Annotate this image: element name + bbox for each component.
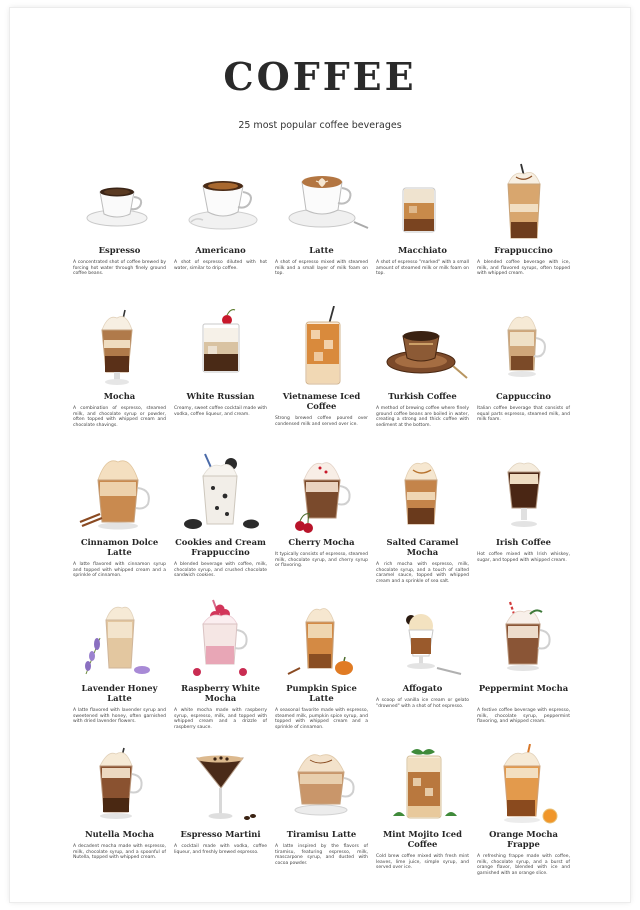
drink-card-mint-mojito-iced-coffee: [373, 744, 474, 890]
mocha-glass-icon: [70, 306, 171, 390]
vietnamese-iced-coffee-icon: [272, 306, 373, 390]
drink-description: A decadent mocha made with espresso, milk, chocolate syrup, and a spoonful of Nutella, topped with whipped cream.: [73, 844, 166, 861]
drink-card-irish-coffee: [474, 452, 575, 598]
drink-card-cherry-mocha: [272, 452, 373, 598]
nutella-mocha-mug-icon: [70, 744, 171, 828]
frappuccino-glass-icon: [474, 160, 575, 244]
drink-card-vietnamese-iced-coffee: [272, 306, 373, 452]
cinnamon-latte-mug-icon: [70, 452, 171, 536]
macchiato-glass-icon: [373, 160, 474, 244]
drink-card-espresso: [70, 160, 171, 306]
drink-card-frappuccino: [474, 160, 575, 306]
drink-name: Espresso: [98, 245, 141, 255]
drink-card-mocha: [70, 306, 171, 452]
drink-description: Strong brewed coffee poured over condensed milk and served over ice.: [275, 416, 368, 427]
drink-description: A method of brewing coffee where finely ground coffee beans are boiled in water, creating a strong and thick coffee with sediment at the bottom.: [376, 406, 469, 429]
drink-name: Affogato: [402, 683, 443, 693]
drink-description: A latte flavored with lavender syrup and sweetened with honey, often garnished with dried lavender flowers.: [73, 708, 166, 725]
drink-card-cappuccino: [474, 306, 575, 452]
raspberry-mocha-mug-icon: [171, 598, 272, 682]
drink-name: Americano: [195, 245, 246, 255]
drink-name: Frappuccino: [494, 245, 553, 255]
drink-card-latte: [272, 160, 373, 306]
drink-description: A refreshing frappe made with coffee, milk, chocolate syrup, and a burst of orange flavor, blended with ice and garnished with an orange slice.: [477, 854, 570, 877]
drink-name: Peppermint Mocha: [478, 683, 569, 693]
drink-card-orange-mocha-frappe: [474, 744, 575, 890]
drink-name: Raspberry White Mocha: [181, 683, 260, 703]
drink-name: Vietnamese Iced Coffee: [282, 391, 361, 411]
drink-description: A white mocha made with raspberry syrup, espresso, milk, and topped with whipped cream and a drizzle of raspberry sauce.: [174, 708, 267, 731]
tiramisu-latte-mug-icon: [272, 744, 373, 828]
drink-name: Macchiato: [397, 245, 448, 255]
drink-card-pumpkin-spice-latte: [272, 598, 373, 744]
poster-subtitle: 25 most popular coffee beverages: [238, 120, 402, 131]
drink-name: Lavender Honey Latte: [81, 683, 158, 703]
espresso-cup-icon: [70, 160, 171, 244]
drink-name: Mint Mojito Iced Coffee: [383, 829, 462, 849]
drink-card-turkish-coffee: [373, 306, 474, 452]
cookies-frappuccino-icon: [171, 452, 272, 536]
drink-card-macchiato: [373, 160, 474, 306]
drink-description: A shot of espresso mixed with steamed milk and a small layer of milk foam on top.: [275, 260, 368, 277]
drink-name: Tiramisu Latte: [286, 829, 357, 839]
drink-description: Cold brew coffee mixed with fresh mint leaves, lime juice, simple syrup, and served over ice.: [376, 854, 469, 871]
drink-card-tiramisu-latte: [272, 744, 373, 890]
mint-mojito-iced-coffee-icon: [373, 744, 474, 828]
drink-name: Espresso Martini: [180, 829, 261, 839]
drink-description: A cocktail made with vodka, coffee liqueur, and freshly brewed espresso.: [174, 844, 267, 855]
drink-name: Cappuccino: [496, 391, 551, 401]
drink-description: A latte flavored with cinnamon syrup and topped with whipped cream and a sprinkle of cinnamon.: [73, 562, 166, 579]
drink-name: Latte: [309, 245, 334, 255]
drink-name: Irish Coffee: [495, 537, 551, 547]
drink-description: A seasonal favorite made with espresso, steamed milk, pumpkin spice syrup, and topped with whipped cream and a sprinkle of cinnamon.: [275, 708, 368, 731]
turkish-coffee-cup-icon: [373, 306, 474, 390]
drink-description: A blended beverage with coffee, milk, chocolate syrup, and crushed chocolate sandwich cookies.: [174, 562, 267, 579]
espresso-martini-glass-icon: [171, 744, 272, 828]
drink-name: Mocha: [103, 391, 136, 401]
drink-card-lavender-honey-latte: [70, 598, 171, 744]
drink-name: Pumpkin Spice Latte: [286, 683, 357, 703]
drink-description: Creamy, sweet coffee cocktail made with vodka, coffee liqueur, and cream.: [174, 406, 267, 417]
drink-name: Salted Caramel Mocha: [386, 537, 459, 557]
drink-description: It typically consists of espresso, steamed milk, chocolate syrup, and cherry syrup or flavoring.: [275, 552, 368, 569]
drink-name: Cinnamon Dolce Latte: [80, 537, 159, 557]
drink-name: Cherry Mocha: [288, 537, 355, 547]
drink-card-cookies-and-cream-frappuccino: [171, 452, 272, 598]
drink-description: A combination of espresso, steamed milk, and chocolate syrup or powder, often topped with whipped cream and chocolate shavings.: [73, 406, 166, 429]
drink-card-espresso-martini: [171, 744, 272, 890]
drink-name: White Russian: [186, 391, 255, 401]
drink-description: A rich mocha with espresso, milk, chocolate syrup, and a touch of salted caramel sauce, topped with whipped cream and a sprinkle of sea salt.: [376, 562, 469, 585]
drink-card-raspberry-white-mocha: [171, 598, 272, 744]
lavender-latte-glass-icon: [70, 598, 171, 682]
drink-card-affogato: [373, 598, 474, 744]
latte-cup-icon: [272, 160, 373, 244]
peppermint-mocha-mug-icon: [474, 598, 575, 682]
pumpkin-latte-glass-icon: [272, 598, 373, 682]
irish-coffee-glass-icon: [474, 452, 575, 536]
drink-description: A shot of espresso "marked" with a small amount of steamed milk or milk foam on top.: [376, 260, 469, 277]
white-russian-glass-icon: [171, 306, 272, 390]
drink-card-salted-caramel-mocha: [373, 452, 474, 598]
cappuccino-mug-icon: [474, 306, 575, 390]
cherry-mocha-mug-icon: [272, 452, 373, 536]
orange-mocha-frappe-icon: [474, 744, 575, 828]
drink-description: A blended coffee beverage with ice, milk, and flavored syrups, often topped with whipped cream.: [477, 260, 570, 277]
drink-description: Hot coffee mixed with Irish whiskey, sugar, and topped with whipped cream.: [477, 552, 570, 563]
drink-card-white-russian: [171, 306, 272, 452]
drink-description: A scoop of vanilla ice cream or gelato "drowned" with a shot of hot espresso.: [376, 698, 469, 709]
americano-cup-icon: [171, 160, 272, 244]
drink-card-peppermint-mocha: [474, 598, 575, 744]
drink-description: A latte inspired by the flavors of tiramisu, featuring espresso, milk, mascarpone syrup, and dusted with cocoa powder.: [275, 844, 368, 867]
poster-title: COFFEE: [223, 54, 417, 99]
drink-name: Nutella Mocha: [84, 829, 155, 839]
drinks-grid: [70, 160, 575, 890]
drink-card-cinnamon-dolce-latte: [70, 452, 171, 598]
drink-name: Cookies and Cream Frappuccino: [175, 537, 266, 557]
drink-card-americano: [171, 160, 272, 306]
drink-name: Turkish Coffee: [388, 391, 457, 401]
drink-description: Italian coffee beverage that consists of equal parts espresso, steamed milk, and milk foam.: [477, 406, 570, 423]
drink-description: A concentrated shot of coffee brewed by forcing hot water through finely ground coffee beans.: [73, 260, 166, 277]
drink-description: A shot of espresso diluted with hot water, similar to drip coffee.: [174, 260, 267, 271]
salted-caramel-glass-icon: [373, 452, 474, 536]
drink-card-nutella-mocha: [70, 744, 171, 890]
drink-description: A festive coffee beverage with espresso, milk, chocolate syrup, peppermint flavoring, and whipped cream.: [477, 708, 570, 725]
affogato-glass-icon: [373, 598, 474, 682]
drink-name: Orange Mocha Frappe: [489, 829, 558, 849]
